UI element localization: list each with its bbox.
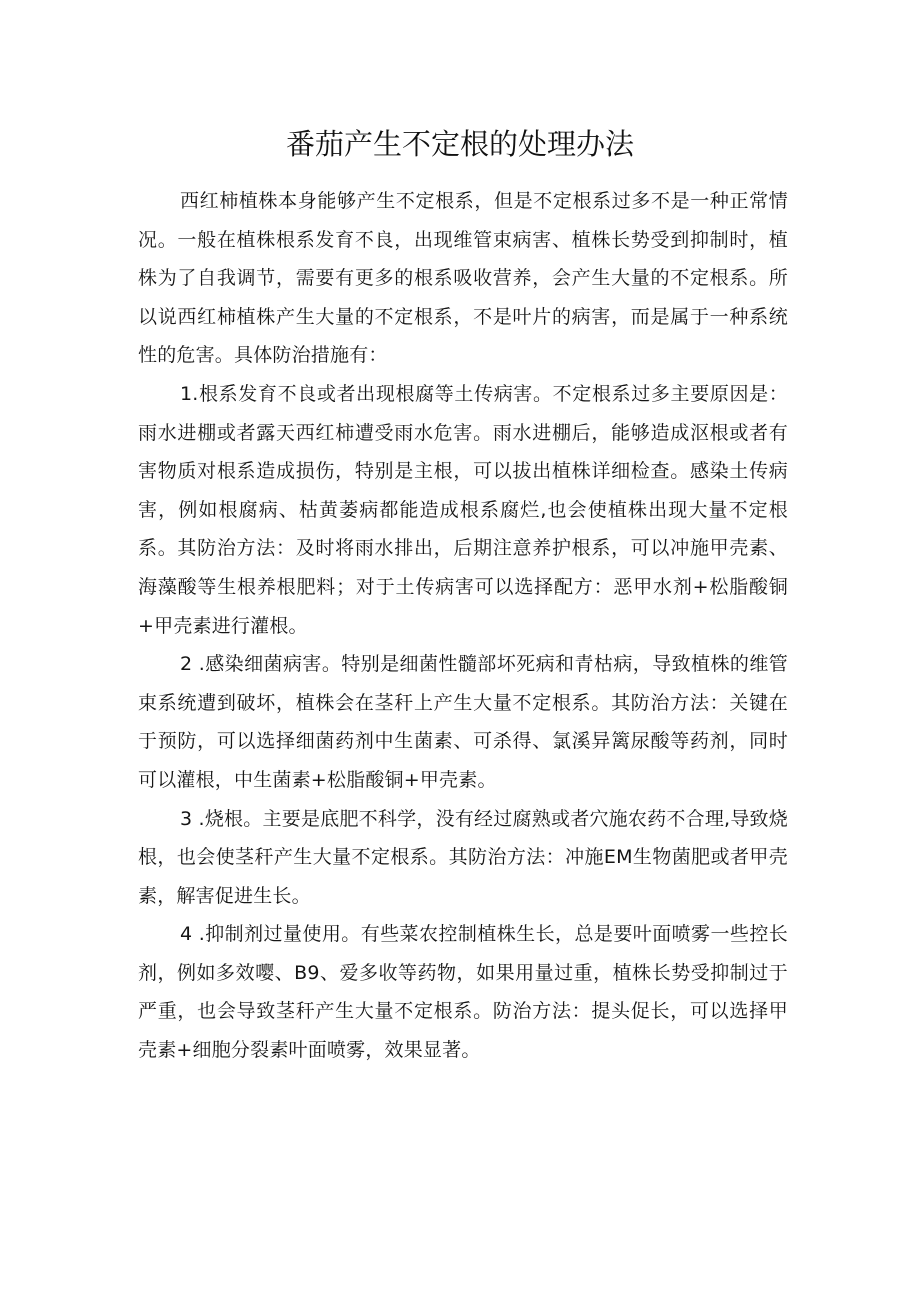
paragraph-measure-1: 1.根系发育不良或者出现根腐等土传病害。不定根系过多主要原因是：雨水进棚或者露天西红柿遭受雨水危害。雨水进棚后，能够造成沤根或者有害物质对根系造成损伤，特别是主根，可以拔出植株详细检查。感染土传病害，例如根腐病、枯黄萎病都能造成根系腐烂,也会使植株出现大量不定根系。其防治方法：及时将雨水排出，后期注意养护根系，可以冲施甲壳素、海藻酸等生根养根肥料；对于土传病害可以选择配方：恶甲水剂+松脂酸铜+甲壳素进行灌根。 [138, 382, 788, 637]
document-body [138, 182, 788, 1070]
paragraph-measure-2: 2 .感染细菌病害。特别是细菌性髓部坏死病和青枯病，导致植株的维管束系统遭到破坏，植株会在茎秆上产生大量不定根系。其防治方法：关键在于预防，可以选择细菌药剂中生菌素、可杀得、氯溪异篱尿酸等药剂，同时可以灌根，中生菌素+松脂酸铜+甲壳素。 [138, 653, 788, 791]
paragraph-measure-3: 3 .烧根。主要是底肥不科学，没有经过腐熟或者穴施农药不合理,导致烧根，也会使茎秆产生大量不定根系。其防治方法：冲施EM生物菌肥或者甲壳素，解害促进生长。 [138, 807, 788, 907]
paragraph-measure-4: 4 .抑制剂过量使用。有些菜农控制植株生长，总是要叶面喷雾一些控长剂，例如多效嘤、B9、爱多收等药物，如果用量过重，植株长势受抑制过于严重，也会导致茎秆产生大量不定根系。防治方法：提头促长，可以选择甲壳素+细胞分裂素叶面喷雾，效果显著。 [138, 923, 788, 1062]
document-title: 番茄产生不定根的处理办法 [285, 127, 634, 161]
paragraph-intro: 西红柿植株本身能够产生不定根系，但是不定根系过多不是一种正常情况。一般在植株根系发育不良，出现维管束病害、植株长势受到抑制时，植株为了自我调节，需要有更多的根系吸收营养，会产生大量的不定根系。所以说西红柿植株产生大量的不定根系，不是叶片的病害，而是属于一种系统性的危害。具体防治措施有： [138, 190, 788, 367]
